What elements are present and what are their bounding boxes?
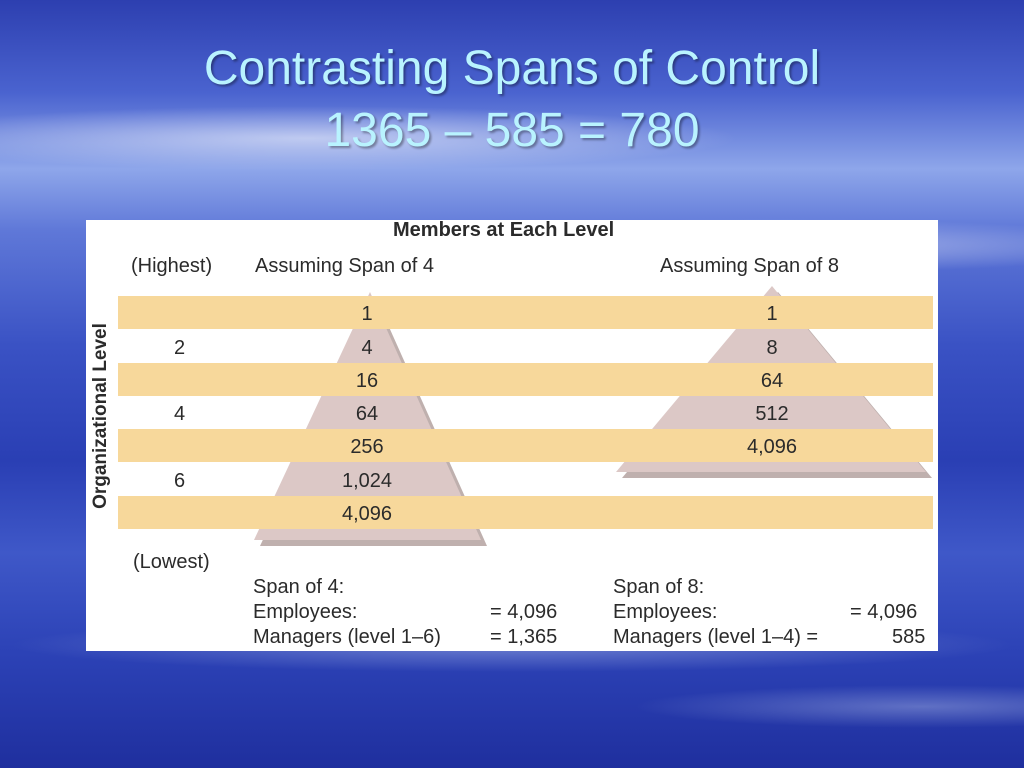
level-number-2: 2: [174, 337, 186, 359]
title-line-2: 1365 – 585 = 780: [324, 104, 700, 157]
level-number-4: 4: [174, 403, 186, 425]
span4-level-1-count: 1: [361, 303, 373, 325]
span8-level-3-count: 64: [760, 370, 784, 392]
level-band-7: [118, 496, 933, 529]
lowest-label: (Lowest): [133, 551, 210, 573]
span8-level-5-count: 4,096: [746, 436, 798, 458]
span4-level-2-count: 4: [361, 337, 373, 359]
title-line-1: Contrasting Spans of Control: [203, 42, 821, 95]
span4-level-3-count: 16: [355, 370, 379, 392]
span8-summary-title: Span of 8:: [613, 576, 705, 598]
span4-level-7-count: 4,096: [341, 503, 393, 525]
span8-level-1-count: 1: [766, 303, 778, 325]
level-number-6: 6: [174, 470, 186, 492]
span8-employees-label: Employees:: [613, 601, 718, 623]
span4-employees-label: Employees:: [253, 601, 358, 623]
span8-employees-value: = 4,096: [850, 601, 918, 623]
span4-employees-value: = 4,096: [490, 601, 558, 623]
slide-title: [0, 38, 1024, 162]
span-of-control-figure: [86, 220, 938, 651]
span8-managers-value: 585: [892, 626, 926, 648]
span4-level-6-count: 1,024: [341, 470, 393, 492]
span4-summary-title: Span of 4:: [253, 576, 345, 598]
span4-level-5-count: 256: [350, 436, 384, 458]
span4-level-4-count: 64: [355, 403, 379, 425]
organizational-level-axis-label: Organizational Level: [90, 323, 111, 509]
span8-level-4-count: 512: [755, 403, 789, 425]
figure-heading: Members at Each Level: [393, 220, 615, 241]
span4-managers-value: = 1,365: [490, 626, 558, 648]
highest-label: (Highest): [131, 255, 213, 277]
span8-header: Assuming Span of 8: [660, 255, 839, 277]
span4-header: Assuming Span of 4: [255, 255, 434, 277]
span4-managers-label: Managers (level 1–6): [253, 626, 441, 648]
span8-managers-label: Managers (level 1–4) =: [613, 626, 819, 648]
span8-level-2-count: 8: [766, 337, 778, 359]
